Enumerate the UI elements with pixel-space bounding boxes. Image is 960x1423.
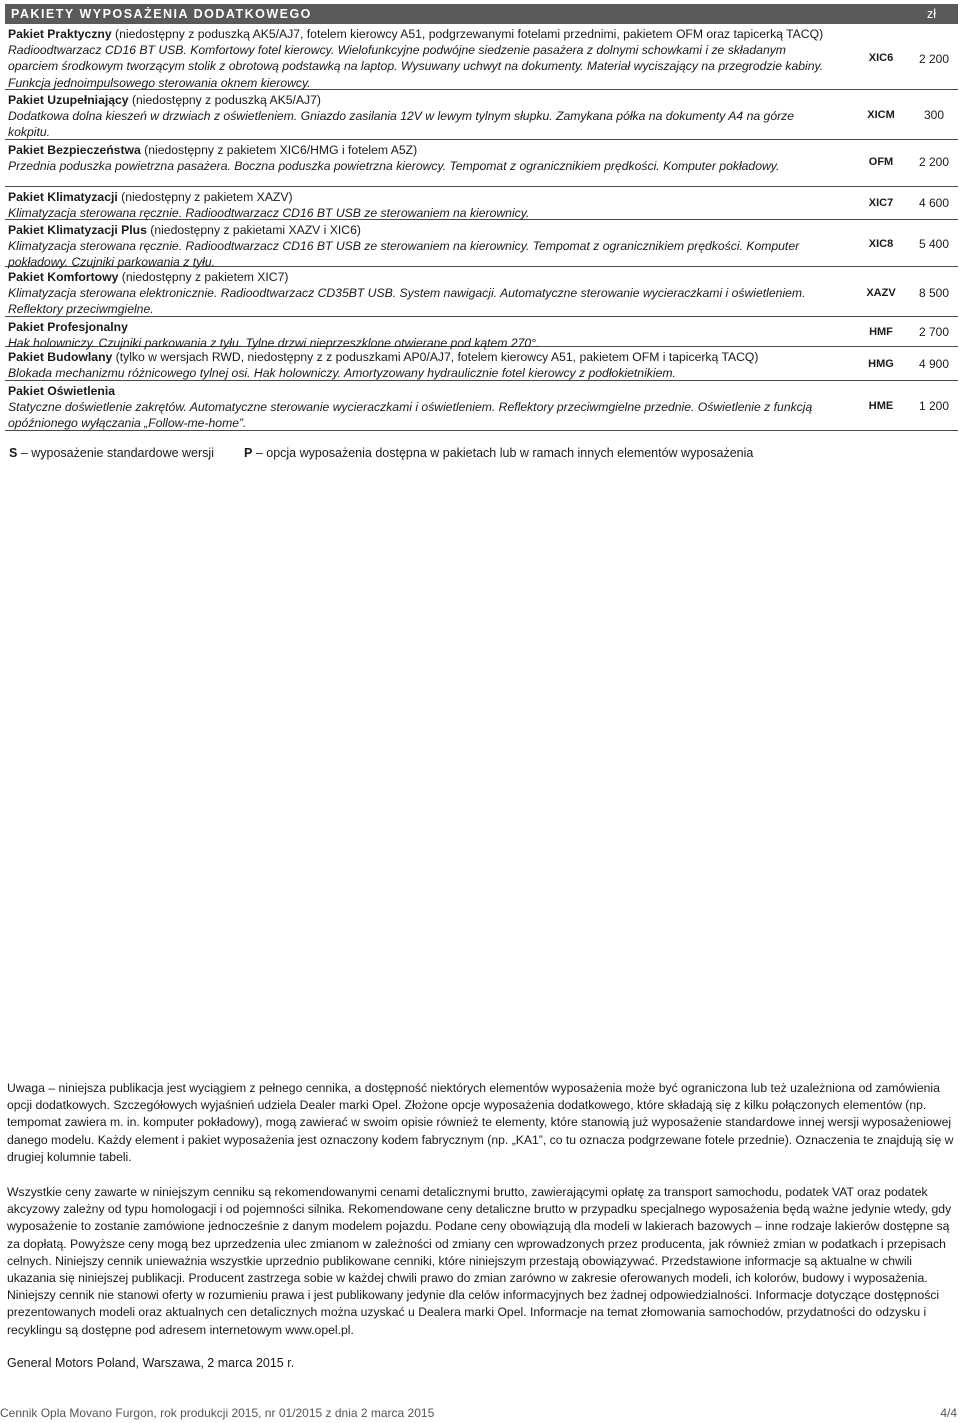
package-text bbox=[8, 26, 838, 91]
package-row bbox=[5, 317, 958, 351]
package-row bbox=[5, 90, 958, 140]
section-header bbox=[5, 4, 958, 24]
package-row bbox=[5, 381, 958, 431]
package-description: Blokada mechanizmu różnicowego tylnej osi. Hak holowniczy. Amortyzowany hydraulicznie fotel kierowcy z podłokietnikiem. bbox=[8, 366, 676, 381]
package-code: HMG bbox=[868, 358, 894, 370]
package-row bbox=[5, 267, 958, 317]
package-code: XIC7 bbox=[868, 197, 894, 209]
package-row bbox=[5, 347, 958, 381]
package-price: 5 400 bbox=[918, 237, 950, 251]
package-price: 2 200 bbox=[918, 155, 950, 169]
package-note: (tylko w wersjach RWD, niedostępny z z poduszkami AP0/AJ7, fotelem kierowcy A51, pakietem OFM i tapicerką TACQ) bbox=[112, 350, 759, 364]
package-note: (niedostępny z pakietami XAZV i XIC6) bbox=[146, 223, 361, 237]
package-code: XICM bbox=[867, 109, 895, 121]
page-footer bbox=[0, 1406, 960, 1420]
package-name: Pakiet Klimatyzacji bbox=[8, 190, 118, 204]
package-price: 300 bbox=[923, 108, 945, 122]
legend-key: P bbox=[244, 446, 253, 460]
package-text bbox=[8, 349, 838, 381]
package-name: Pakiet Oświetlenia bbox=[8, 384, 116, 398]
package-text bbox=[8, 189, 838, 221]
package-row bbox=[5, 220, 958, 270]
note-uwaga: Uwaga – niniejsza publikacja jest wyciągiem z pełnego cennika, a dostępność niektórych elementów wyposażenia może być ograniczona lub też uzależniona od zamówienia opcji dodatkowych. Szczegółowych wyjaśnień udziela Dealer marki Opel. Złożone opcje wyposażenia dodatkowego, które składają się z kilku połączonych elementów (np. tempomat zawiera m. in. komputer pokładowy), mogą zawierać w swoim opisie również te elementy, które stanowią już wyposażenie standardowe innej wersji wyposażeniowej danego modelu. Każdy element i pakiet wyposażenia jest oznaczony kodem fabrycznym (np. „KA1”, co tu oznacza podgrzewane fotele przednie). Oznaczenia te znajdują się w drugiej kolumnie tabeli. bbox=[7, 1081, 954, 1164]
package-code: HMF bbox=[869, 326, 893, 338]
package-description: Przednia poduszka powietrzna pasażera. Boczna poduszka powietrzna kierowcy. Tempomat z ogranicznikiem prędkości. Komputer pokładowy. bbox=[8, 159, 780, 174]
signature: General Motors Poland, Warszawa, 2 marca 2015 r. bbox=[7, 1356, 295, 1370]
package-name: Pakiet Komfortowy bbox=[8, 270, 119, 284]
package-text bbox=[8, 383, 838, 432]
legend-text: – opcja wyposażenia dostępna w pakietach lub w ramach innych elementów wyposażenia bbox=[252, 446, 754, 460]
package-description: Hak holowniczy. Czujniki parkowania z tyłu. Tylne drzwi nieprzeszklone otwierane pod kątem 270°. bbox=[8, 336, 540, 351]
footer-title: Cennik Opla Movano Furgon, rok produkcji 2015, nr 01/2015 z dnia 2 marca 2015 bbox=[0, 1406, 435, 1420]
package-price: 2 200 bbox=[918, 52, 950, 66]
package-text bbox=[8, 222, 838, 271]
section-title: PAKIETY WYPOSAŻENIA DODATKOWEGO bbox=[11, 7, 312, 21]
package-price: 4 900 bbox=[918, 357, 950, 371]
package-description: Dodatkowa dolna kieszeń w drzwiach z oświetleniem. Gniazdo zasilania 12V w lewym tylnym słupku. Zamykana półka na dokumenty A4 na górze kokpitu. bbox=[8, 109, 795, 140]
package-description: Klimatyzacja sterowana ręcznie. Radioodtwarzacz CD16 BT USB ze sterowaniem na kierownicy. bbox=[8, 206, 530, 221]
package-price: 8 500 bbox=[918, 286, 950, 300]
package-code: XIC8 bbox=[868, 238, 894, 250]
package-note: (niedostępny z pakietem XIC6/HMG i fotelem A5Z) bbox=[140, 143, 418, 157]
package-text bbox=[8, 92, 838, 141]
package-note: (niedostępny z pakietem XIC7) bbox=[118, 270, 289, 284]
note-prices: Wszystkie ceny zawarte w niniejszym cenniku są rekomendowanymi cenami detalicznymi brutto, zawierającymi opłatę za transport samochodu, podatek VAT oraz podatek akcyzowy zależny od typu homologacji i od pojemności silnika. Rekomendowane ceny detaliczne brutto w przypadku specjalnego wyposażenia będą ważne jedynie wtedy, gdy wyposażenie to zostanie zamówione jednocześnie z danym modelem pojazdu. Podane ceny obowiązują dla modeli w lakierach bazowych – inne rodzaje lakierów dostępne są za dopłatą. Powyższe ceny mogą bez uprzedzenia ulec zmianom w zależności od zmiany cen wprowadzonych przez producenta, jak również zmian w podatkach i przepisach celnych. Niniejszy cennik unieważnia wszystkie uprzednio publikowane cenniki, które niniejszym przestają obowiązywać. Przedstawione informacje są aktualne w chwili ukazania się niniejszej publikacji. Producent zastrzega sobie w każdej chwili prawo do zmian zarówno w zakresie oferowanych modeli, ich kolorów, budowy i wyposażenia. Niniejszy cennik nie stanowi oferty w rozumieniu prawa i jest publikowany jedynie dla celów informacyjnych bez żadnej odpowiedzialności. Informacje dotyczące dostępności prezentowanych modeli oraz aktualnych cen detalicznych można uzyskać u Dealera marki Opel. Informacje na temat złomowania samochodów, przydatności do odzysku i recyklingu są dostępne pod adresem internetowym www.opel.pl. bbox=[7, 1185, 952, 1337]
package-note: (niedostępny z pakietem XAZV) bbox=[117, 190, 293, 204]
package-description: Radioodtwarzacz CD16 BT USB. Komfortowy fotel kierowcy. Wielofunkcyjne podwójne siedzenie pasażera z dolnymi schowkami i ze składanym oparciem środkowym tworzącym stolik z obrotową podstawką na laptop. Wysuwany uchwyt na dokumenty. Materiał wyciszający na przegrodzie kabiny. Funkcja jednoimpulsowego sterowania oknem kierowcy. bbox=[8, 43, 824, 90]
package-note: (niedostępny z poduszką AK5/AJ7) bbox=[128, 93, 321, 107]
package-note: (niedostępny z poduszką AK5/AJ7, fotelem kierowcy A51, podgrzewanymi fotelami przednimi, pakietem OFM oraz tapicerką TACQ) bbox=[111, 27, 824, 41]
page-number: 4/4 bbox=[940, 1406, 957, 1420]
package-row bbox=[5, 187, 958, 220]
package-name: Pakiet Praktyczny bbox=[8, 27, 112, 41]
package-name: Pakiet Bezpieczeństwa bbox=[8, 143, 141, 157]
package-row bbox=[5, 24, 958, 90]
package-price: 2 700 bbox=[918, 325, 950, 339]
package-description: Statyczne doświetlenie zakrętów. Automatyczne sterowanie wycieraczkami i oświetleniem. Reflektory przeciwmgielne przednie. Oświetlenie z funkcją opóźnionego wyłączania „Follow-me-home”. bbox=[8, 400, 813, 431]
legend-text: – wyposażenie standardowe wersji bbox=[17, 446, 214, 460]
legend-key: S bbox=[9, 446, 18, 460]
package-description: Klimatyzacja sterowana elektronicznie. Radioodtwarzacz CD35BT USB. System nawigacji. Automatyczne sterowanie wycieraczkami i oświetleniem. Reflektory przeciwmgielne. bbox=[8, 286, 806, 317]
package-price: 4 600 bbox=[918, 196, 950, 210]
package-code: OFM bbox=[868, 156, 894, 168]
package-row bbox=[5, 140, 958, 187]
package-description: Klimatyzacja sterowana ręcznie. Radioodtwarzacz CD16 BT USB ze sterowaniem na kierownicy. Tempomat z ogranicznikiem prędkości. Komputer pokładowy. Czujniki parkowania z tyłu. bbox=[8, 239, 800, 270]
package-name: Pakiet Klimatyzacji Plus bbox=[8, 223, 147, 237]
package-name: Pakiet Budowlany bbox=[8, 350, 113, 364]
legend-optional bbox=[244, 446, 753, 460]
package-text bbox=[8, 269, 838, 318]
package-code: XIC6 bbox=[868, 52, 894, 64]
package-code: XAZV bbox=[866, 287, 896, 299]
legend-standard bbox=[9, 446, 214, 460]
package-name: Pakiet Profesjonalny bbox=[8, 320, 128, 334]
package-code: HME bbox=[868, 400, 894, 412]
currency-label: zł bbox=[926, 7, 936, 21]
package-price: 1 200 bbox=[918, 399, 950, 413]
package-name: Pakiet Uzupełniający bbox=[8, 93, 129, 107]
package-text bbox=[8, 142, 838, 174]
